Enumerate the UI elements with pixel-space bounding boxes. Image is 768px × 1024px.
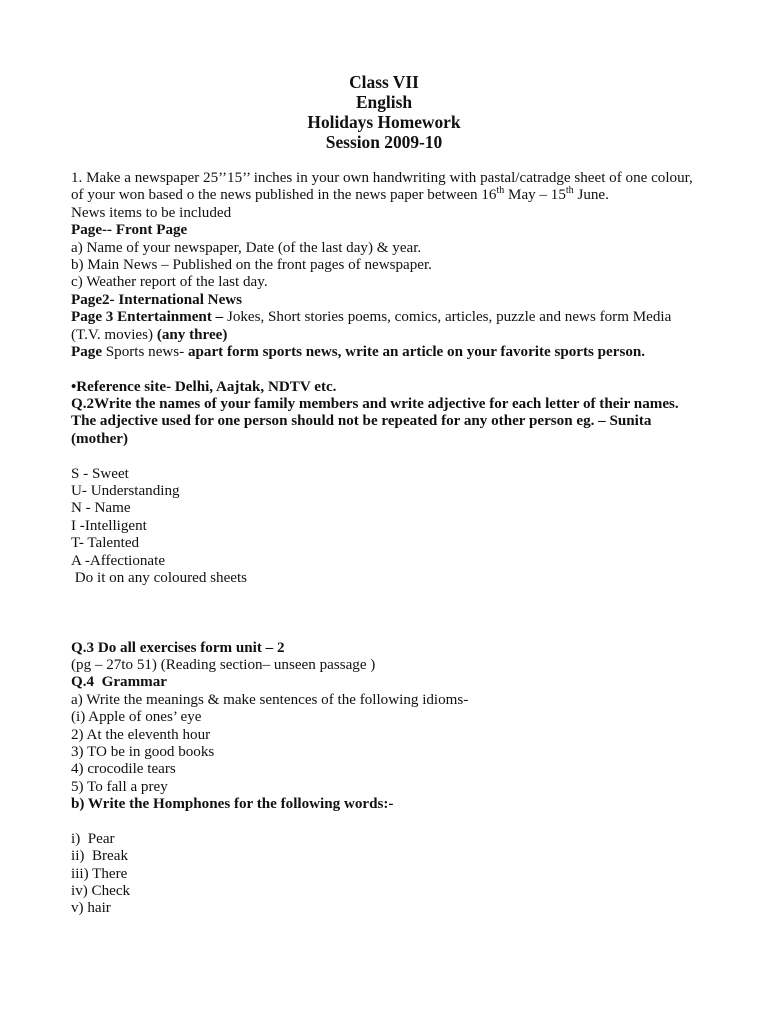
acrostic-item: I -Intelligent: [71, 517, 147, 534]
q4-part-a: a) Write the meanings & make sentences of the following idioms-: [71, 691, 469, 708]
acrostic-item: S - Sweet: [71, 465, 129, 482]
q2-line-2: The adjective used for one person should not be repeated for any other person eg. – Sunita: [71, 413, 652, 430]
session-heading: Session 2009-10: [325, 132, 443, 152]
homophone-word: v) hair: [71, 900, 111, 917]
front-page-item: b) Main News – Published on the front pages of newspaper.: [71, 256, 432, 273]
q1-line-2-text: of your won based o the news published in the news paper between 16: [71, 187, 497, 204]
homophone-word: iv) Check: [71, 883, 131, 900]
blank-line: [71, 622, 761, 639]
acrostic-item: U- Understanding: [71, 483, 180, 500]
reference-sites: •Reference site- Delhi, Aajtak, NDTV etc.: [71, 378, 337, 395]
page3-continuation: (T.V. movies): [71, 326, 157, 343]
q3-detail: (pg – 27to 51) (Reading section– unseen passage ): [71, 656, 376, 673]
document-title: Holidays Homework: [307, 112, 461, 132]
homophone-word: ii) Break: [71, 848, 128, 865]
homophone-word: iii) There: [71, 865, 128, 882]
homework-body: [71, 170, 761, 918]
idiom-item: (i) Apple of ones’ eye: [71, 709, 202, 726]
idiom-item: 4) crocodile tears: [71, 761, 176, 778]
page2-heading: Page2- International News: [71, 291, 243, 308]
sports-page-task: apart form sports news, write an article on your favorite sports person.: [187, 343, 646, 360]
front-page-item: c) Weather report of the last day.: [71, 274, 268, 291]
sports-page-label: Page: [71, 343, 103, 360]
news-items-intro: News items to be included: [71, 204, 232, 221]
page3-heading: Page 3 Entertainment –: [71, 309, 224, 326]
q2-note: Do it on any coloured sheets: [71, 569, 248, 586]
front-page-item: a) Name of your newspaper, Date (of the last day) & year.: [71, 239, 422, 256]
title-block: [0, 72, 768, 152]
acrostic-item: T- Talented: [71, 535, 140, 552]
q1-line-2-text: June.: [573, 187, 609, 204]
idiom-item: 2) At the eleventh hour: [71, 726, 211, 743]
q4-part-b: b) Write the Homphones for the following words:-: [71, 796, 394, 813]
sports-page-text: Sports news-: [102, 343, 188, 360]
subject-heading: English: [355, 92, 413, 112]
q4-heading: Q.4 Grammar: [71, 674, 167, 691]
blank-line: [71, 605, 761, 622]
idiom-item: 5) To fall a prey: [71, 778, 168, 795]
blank-line: [71, 587, 761, 604]
blank-line: [71, 813, 761, 830]
idiom-item: 3) TO be in good books: [71, 743, 215, 760]
page3-note: (any three): [156, 326, 228, 343]
q1-line-2-text: May – 15: [504, 187, 566, 204]
q1-line-2: [71, 187, 761, 204]
acrostic-item: A -Affectionate: [71, 552, 166, 569]
page3-text: Jokes, Short stories poems, comics, articles, puzzle and news form Media: [223, 309, 672, 326]
homophone-word: i) Pear: [71, 830, 115, 847]
page3-continuation-line: [71, 327, 761, 344]
blank-line: [71, 361, 761, 378]
class-heading: Class VII: [349, 72, 419, 92]
acrostic-item: N - Name: [71, 500, 131, 517]
page3-line: [71, 309, 761, 326]
superscript-th: th: [565, 185, 574, 197]
blank-line: [71, 448, 761, 465]
q3-heading: Q.3 Do all exercises form unit – 2: [71, 639, 285, 656]
sports-page-line: [71, 344, 761, 361]
q2-line-3: (mother): [71, 430, 128, 447]
superscript-th: th: [496, 185, 505, 197]
q2-line-1: Q.2Write the names of your family members and write adjective for each letter of their names.: [71, 396, 679, 413]
front-page-heading: Page-- Front Page: [71, 222, 188, 239]
q1-line-1: 1. Make a newspaper 25’’15’’ inches in your own handwriting with pastal/catradge sheet of one colour,: [71, 170, 693, 186]
